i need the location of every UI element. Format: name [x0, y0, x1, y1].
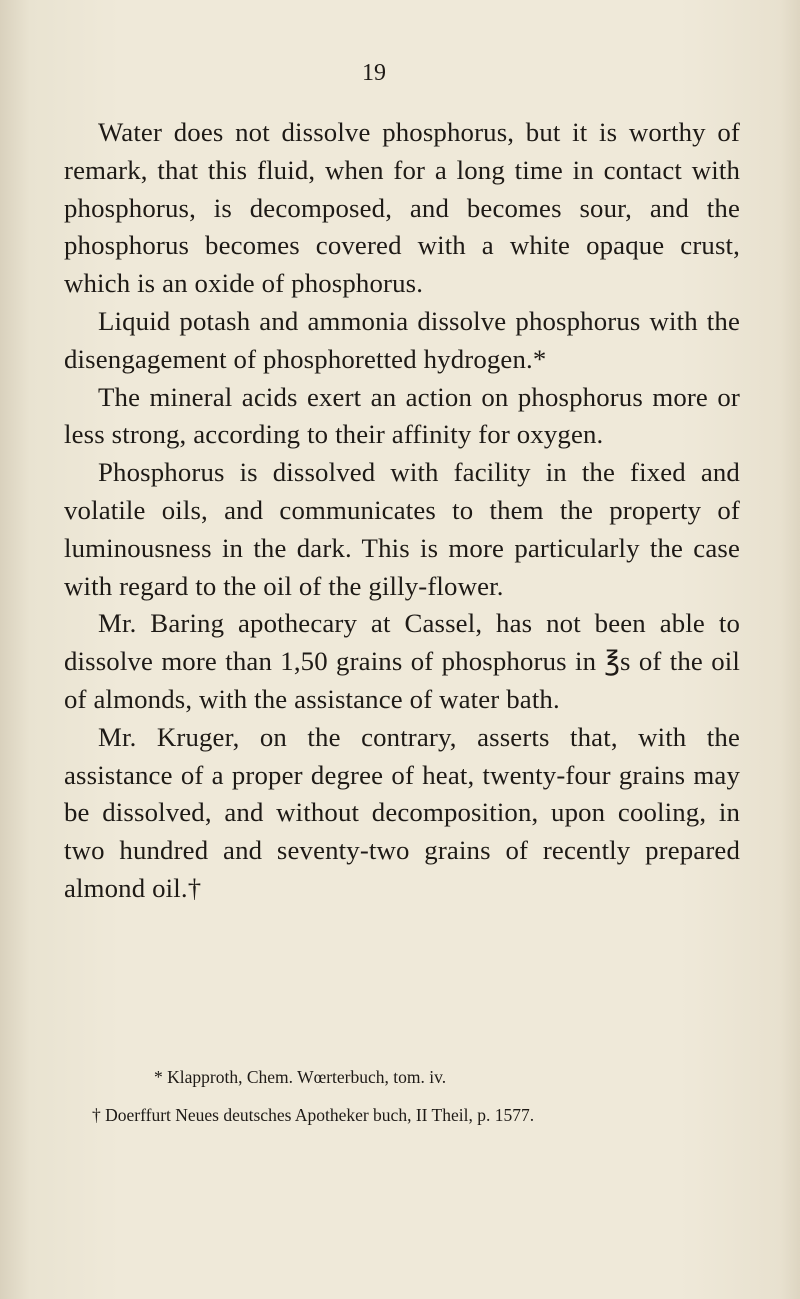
- paragraph-potash: Liquid potash and ammonia dissolve phosphorus with the disengagement of phosphoretted hydrogen.*: [64, 305, 740, 374]
- footnote-klapproth: * Klapproth, Chem. Wœrterbuch, tom. iv.: [154, 1067, 447, 1087]
- paragraph-baring: Mr. Baring apothecary at Cassel, has not been able to dissolve more than 1,50 grains of phosphorus in ℥s of the oil of almonds, with the assistance of water bath.: [64, 608, 740, 714]
- paragraph-water: Water does not dissolve phosphorus, but it is worthy of remark, that this fluid, when for a long time in contact with phosphorus, is decomposed, and becomes sour, and the phosphorus becomes covered with a white opaque crust, which is an oxide of phosphorus.: [64, 117, 740, 299]
- footnotes: [64, 1058, 740, 1134]
- footnote-doerffurt: † Doerffurt Neues deutsches Apotheker buch, II Theil, p. 1577.: [92, 1105, 535, 1125]
- body-text: [64, 114, 740, 908]
- paragraph-oils: Phosphorus is dissolved with facility in the fixed and volatile oils, and communicates to them the property of luminousness in the dark. This is more particularly the case with regard to the oil of the gilly-flower.: [64, 457, 740, 601]
- paragraph-kruger: Mr. Kruger, on the contrary, asserts that, with the assistance of a proper degree of heat, twenty-four grains may be dissolved, and without decomposition, upon cooling, in two hundred and seventy-two grains of recently prepared almond oil.†: [64, 721, 740, 903]
- paragraph-mineral-acids: The mineral acids exert an action on phosphorus more or less strong, according to their affinity for oxygen.: [64, 381, 740, 450]
- page-number: 19: [362, 60, 386, 86]
